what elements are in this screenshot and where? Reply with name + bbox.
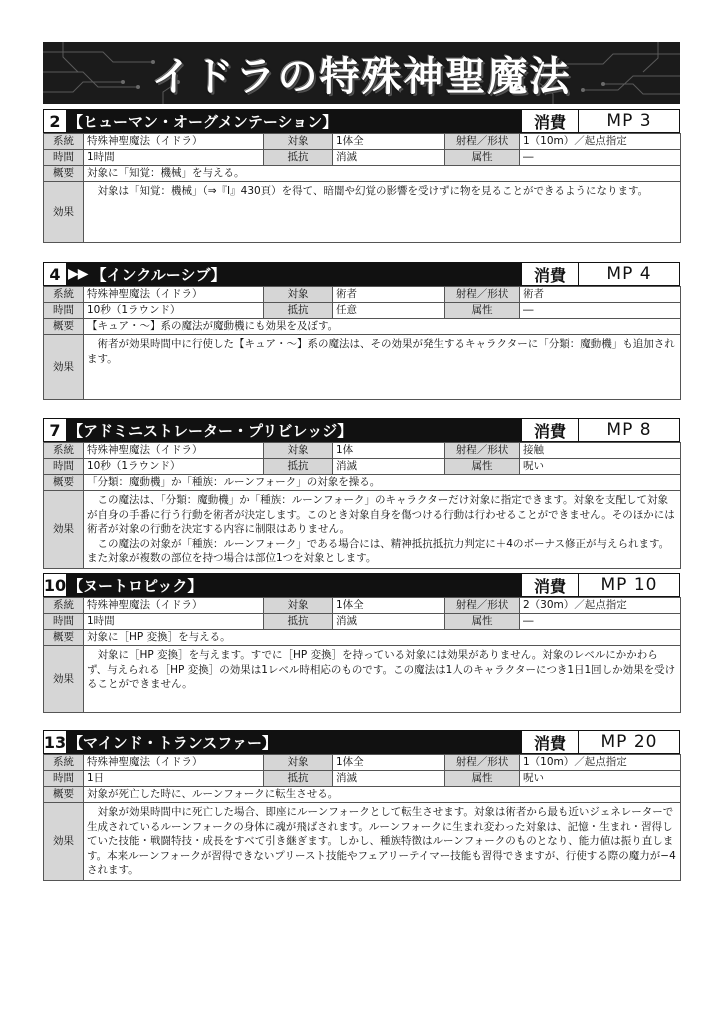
attr-label: 属性 (445, 614, 520, 630)
spell-name: 【アドミニストレーター・プリビレッジ】 (68, 421, 353, 440)
time-label: 時間 (44, 459, 84, 475)
spell-block (43, 262, 680, 400)
spell-name-bar (66, 419, 521, 441)
mp-cost: MP 10 (578, 574, 679, 596)
effect-paragraph: 対象は「知覚：機械」（⇒『Ⅰ』430頁）を得て、暗闇や幻覚の影響を受けずに物を見ることができるようになります。 (97, 185, 649, 197)
cost-label: 消費 (521, 419, 578, 441)
title-banner (43, 42, 680, 104)
spell-name: 【マインド・トランスファー】 (68, 733, 277, 752)
time-value: 10秒（1ラウンド） (84, 459, 264, 475)
target-label: 対象 (264, 598, 333, 614)
effect-paragraph: この魔法は、「分類：魔動機」か「種族：ルーンフォーク」のキャラクターだけ対象に指定できます。対象を支配して対象が自身の手番に行う行動を術者が決定します。このとき対象自身を傷つける行動は行わせることができません。そのほかには術者が対象の行動を決定する内容に制限はありません。 (87, 494, 675, 535)
cost-label: 消費 (521, 110, 578, 132)
spell-name: 【ヌートロピック】 (68, 576, 203, 595)
table-row (44, 134, 681, 150)
resist-value: 任意 (333, 303, 445, 319)
spell-block (43, 573, 680, 713)
summary-value: 【キュア・～】系の魔法が魔動機にも効果を及ぼす。 (84, 319, 681, 335)
range-label: 射程／形状 (445, 443, 520, 459)
resist-value: 消滅 (333, 150, 445, 166)
target-value: 1体全 (333, 598, 445, 614)
system-value: 特殊神聖魔法（イドラ） (84, 134, 264, 150)
table-row (44, 319, 681, 335)
table-row (44, 630, 681, 646)
range-value: 1（10m）／起点指定 (520, 755, 681, 771)
target-label: 対象 (264, 755, 333, 771)
spell-header (43, 418, 680, 442)
table-row (44, 787, 681, 803)
table-row (44, 150, 681, 166)
spell-header (43, 109, 680, 133)
system-label: 系統 (44, 443, 84, 459)
spell-level: 2 (44, 110, 66, 132)
target-label: 対象 (264, 134, 333, 150)
time-label: 時間 (44, 150, 84, 166)
attr-label: 属性 (445, 150, 520, 166)
effect-paragraph: この魔法の対象が「種族：ルーンフォーク」である場合には、精神抵抗抵抗力判定に＋4のボーナス修正が与えられます。また対象が複数の部位を持つ場合は部位1つを対象とします。 (87, 537, 670, 564)
spell-name-bar (66, 263, 521, 285)
effect-paragraph: 対象が効果時間中に死亡した場合、即座にルーンフォークとして転生させます。対象は術者から最も近いジェネレーターで生成されているルーンフォークの身体に魂が飛ばされます。ルーンフォークに生まれ変わった対象は、記憶・生まれ・習得していた技能・戦闘特技・成長をすべて引き継ぎます。しかし、種族特徴はルーンフォークのものとなり、能力値は振り直します。本来ルーンフォークが習得できないプリースト技能やフェアリーテイマー技能も習得できますが、行使する際の魔力が−4されます。 (87, 806, 676, 876)
attr-label: 属性 (445, 771, 520, 787)
effect-label: 効果 (44, 646, 84, 713)
resist-label: 抵抗 (264, 614, 333, 630)
spell-table (43, 133, 681, 243)
spell-level: 4 (44, 263, 66, 285)
range-label: 射程／形状 (445, 598, 520, 614)
table-row (44, 459, 681, 475)
resist-label: 抵抗 (264, 303, 333, 319)
cost-label: 消費 (521, 574, 578, 596)
target-label: 対象 (264, 287, 333, 303)
table-row (44, 443, 681, 459)
time-value: 1時間 (84, 614, 264, 630)
spell-level: 7 (44, 419, 66, 441)
effect-label: 効果 (44, 335, 84, 400)
attr-value: ― (520, 150, 681, 166)
time-label: 時間 (44, 303, 84, 319)
summary-label: 概要 (44, 475, 84, 491)
system-value: 特殊神聖魔法（イドラ） (84, 287, 264, 303)
spell-level: 10 (43, 575, 67, 595)
summary-label: 概要 (44, 630, 84, 646)
arrow-icon: ▶▶ (68, 266, 88, 282)
spell-header (43, 262, 680, 286)
table-row (44, 287, 681, 303)
effect-value (84, 803, 681, 881)
time-label: 時間 (44, 771, 84, 787)
target-value: 術者 (333, 287, 445, 303)
time-value: 1日 (84, 771, 264, 787)
table-row (44, 491, 681, 569)
spell-name-bar (66, 731, 521, 753)
target-value: 1体全 (333, 755, 445, 771)
spell-table (43, 597, 681, 713)
resist-value: 消滅 (333, 459, 445, 475)
mp-cost: MP 8 (578, 419, 679, 441)
range-value: 1（10m）／起点指定 (520, 134, 681, 150)
table-row (44, 303, 681, 319)
attr-label: 属性 (445, 303, 520, 319)
spell-name: 【ヒューマン・オーグメンテーション】 (68, 112, 338, 131)
table-row (44, 598, 681, 614)
mp-cost: MP 4 (578, 263, 679, 285)
range-label: 射程／形状 (445, 287, 520, 303)
table-row (44, 335, 681, 400)
summary-value: 対象に［HP 変換］を与える。 (84, 630, 681, 646)
attr-value: ― (520, 614, 681, 630)
spell-block (43, 730, 680, 881)
system-value: 特殊神聖魔法（イドラ） (84, 598, 264, 614)
table-row (44, 182, 681, 243)
effect-value (84, 491, 681, 569)
system-value: 特殊神聖魔法（イドラ） (84, 443, 264, 459)
mp-cost: MP 20 (578, 731, 679, 753)
range-label: 射程／形状 (445, 755, 520, 771)
spell-name-bar (66, 574, 521, 596)
effect-value (84, 182, 681, 243)
resist-value: 消滅 (333, 771, 445, 787)
table-row (44, 166, 681, 182)
spell-level: 13 (43, 732, 67, 752)
attr-value: 呪い (520, 771, 681, 787)
spell-name: 【インクルーシブ】 (91, 265, 226, 284)
table-row (44, 614, 681, 630)
effect-value (84, 646, 681, 713)
attr-label: 属性 (445, 459, 520, 475)
resist-label: 抵抗 (264, 459, 333, 475)
attr-value: 呪い (520, 459, 681, 475)
system-label: 系統 (44, 598, 84, 614)
table-row (44, 803, 681, 881)
time-value: 10秒（1ラウンド） (84, 303, 264, 319)
spell-header (43, 573, 680, 597)
table-row (44, 646, 681, 713)
spell-table (43, 754, 681, 881)
effect-value (84, 335, 681, 400)
summary-value: 対象に「知覚：機械」を与える。 (84, 166, 681, 182)
spell-block (43, 418, 680, 569)
system-label: 系統 (44, 755, 84, 771)
cost-label: 消費 (521, 263, 578, 285)
spell-name-bar (66, 110, 521, 132)
effect-paragraph: 対象に［HP 変換］を与えます。すでに［HP 変換］を持っている対象には効果がありません。対象のレベルにかかわらず、与えられる［HP 変換］の効果は1レベル時相応のものです。この魔法は1人のキャラクターにつき1日1回しか効果を受けることができません。 (87, 649, 676, 690)
time-value: 1時間 (84, 150, 264, 166)
range-value: 術者 (520, 287, 681, 303)
system-value: 特殊神聖魔法（イドラ） (84, 755, 264, 771)
spell-table (43, 442, 681, 569)
summary-label: 概要 (44, 166, 84, 182)
effect-label: 効果 (44, 491, 84, 569)
system-label: 系統 (44, 134, 84, 150)
mp-cost: MP 3 (578, 110, 679, 132)
effect-label: 効果 (44, 182, 84, 243)
spell-block (43, 109, 680, 243)
table-row (44, 771, 681, 787)
resist-value: 消滅 (333, 614, 445, 630)
cost-label: 消費 (521, 731, 578, 753)
resist-label: 抵抗 (264, 771, 333, 787)
resist-label: 抵抗 (264, 150, 333, 166)
summary-value: 「分類：魔動機」か「種族：ルーンフォーク」の対象を操る。 (84, 475, 681, 491)
target-value: 1体 (333, 443, 445, 459)
page-title: イドラの特殊神聖魔法 (151, 52, 572, 100)
range-value: 接触 (520, 443, 681, 459)
summary-value: 対象が死亡した時に、ルーンフォークに転生させる。 (84, 787, 681, 803)
spell-header (43, 730, 680, 754)
effect-paragraph: 術者が効果時間中に行使した【キュア・～】系の魔法は、その効果が発生するキャラクターに「分類：魔動機」も追加されます。 (87, 338, 675, 365)
table-row (44, 475, 681, 491)
spell-table (43, 286, 681, 400)
system-label: 系統 (44, 287, 84, 303)
range-label: 射程／形状 (445, 134, 520, 150)
target-value: 1体全 (333, 134, 445, 150)
time-label: 時間 (44, 614, 84, 630)
summary-label: 概要 (44, 319, 84, 335)
range-value: 2（30m）／起点指定 (520, 598, 681, 614)
effect-label: 効果 (44, 803, 84, 881)
table-row (44, 755, 681, 771)
attr-value: ― (520, 303, 681, 319)
target-label: 対象 (264, 443, 333, 459)
summary-label: 概要 (44, 787, 84, 803)
